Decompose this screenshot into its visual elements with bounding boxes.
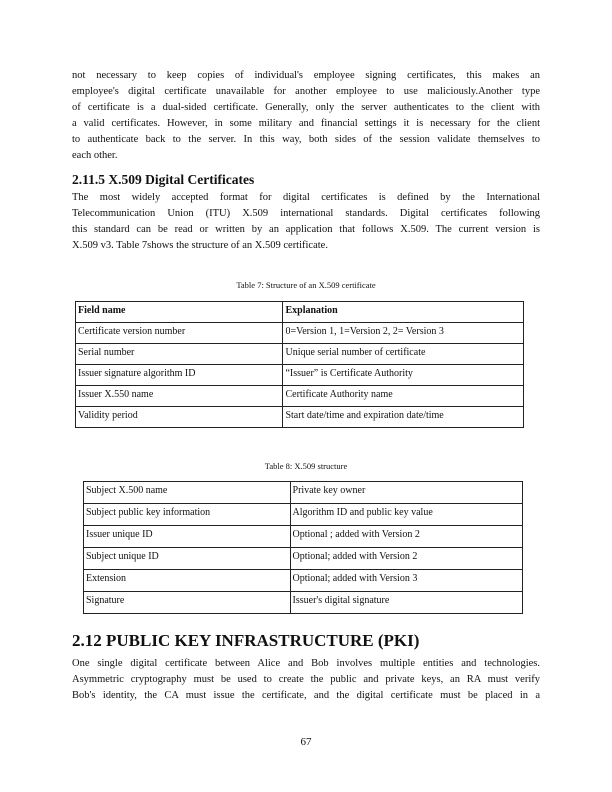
table-row — [84, 482, 523, 504]
table-row — [76, 344, 524, 365]
table-cell: Optional ; added with Version 2 — [290, 526, 522, 548]
table-cell: Issuer unique ID — [84, 526, 291, 548]
table-row — [84, 548, 523, 570]
text-line: X.509 v3. Table 7shows the structure of an X.509 certificate. — [72, 240, 328, 251]
table-cell: Subject public key information — [84, 504, 291, 526]
table-row — [76, 365, 524, 386]
intro-paragraph — [72, 68, 540, 164]
table-cell: Private key owner — [290, 482, 522, 504]
page-number: 67 — [300, 736, 312, 748]
table-cell: Start date/time and expiration date/time — [283, 407, 524, 428]
text-line: a valid certificates. However, in some military and financial settings it is necessary for the client — [72, 118, 540, 129]
text-line: Asymmetric cryptography must be used to create the public and private keys, an RA must verify — [72, 674, 540, 685]
table8 — [83, 481, 523, 614]
x509-paragraph — [72, 190, 540, 254]
table-cell: Serial number — [76, 344, 283, 365]
table-cell: Subject unique ID — [84, 548, 291, 570]
section-heading-pki: 2.12 PUBLIC KEY INFRASTRUCTURE (PKI) — [72, 631, 420, 650]
table-cell: Subject X.500 name — [84, 482, 291, 504]
table-row — [76, 407, 524, 428]
header-cell: Field name — [76, 302, 283, 323]
text-line: this standard can be read or written by an application that follows X.509. The current version is — [72, 224, 540, 235]
text-line: not necessary to keep copies of individual's employee signing certificates, this makes an — [72, 70, 540, 81]
text-line: Bob's identity, the CA must issue the certificate, and the digital certificate must be placed in a — [72, 690, 540, 701]
table-cell: Issuer's digital signature — [290, 592, 522, 614]
table-row — [84, 592, 523, 614]
table-cell: Certificate Authority name — [283, 386, 524, 407]
table-cell: 0=Version 1, 1=Version 2, 2= Version 3 — [283, 323, 524, 344]
text-line: each other. — [72, 150, 118, 161]
table-row — [76, 323, 524, 344]
table8-caption: Table 8: X.509 structure — [264, 461, 348, 471]
table-row — [84, 570, 523, 592]
text-line: to authenticate back to the server. In this way, both sides of the session validate themselves to — [72, 134, 540, 145]
table-cell: Unique serial number of certificate — [283, 344, 524, 365]
table-cell: Issuer signature algorithm ID — [76, 365, 283, 386]
table7-caption: Table 7: Structure of an X.509 certificate — [236, 280, 376, 290]
table-cell: Extension — [84, 570, 291, 592]
table-cell: Optional; added with Version 3 — [290, 570, 522, 592]
table-row — [76, 386, 524, 407]
text-line: The most widely accepted format for digital certificates is defined by the International — [72, 192, 540, 203]
text-line: Telecommunication Union (ITU) X.509 international standards. Digital certificates following — [72, 208, 540, 219]
pki-paragraph — [72, 656, 540, 704]
text-line: employee's digital certificate unavailable for another employee to use maliciously.Another type — [72, 86, 540, 97]
text-line: of certificate is a dual-sided certificate. Generally, only the server authenticates to the client with — [72, 102, 540, 113]
table-cell: Issuer X.550 name — [76, 386, 283, 407]
table-cell: Validity period — [76, 407, 283, 428]
table-header-row — [76, 302, 524, 323]
table7 — [75, 301, 524, 428]
table-row — [84, 526, 523, 548]
table-cell: Certificate version number — [76, 323, 283, 344]
table-cell: “Issuer” is Certificate Authority — [283, 365, 524, 386]
section-heading-x509: 2.11.5 X.509 Digital Certificates — [72, 172, 255, 187]
table-cell: Signature — [84, 592, 291, 614]
table-cell: Algorithm ID and public key value — [290, 504, 522, 526]
table-cell: Optional; added with Version 2 — [290, 548, 522, 570]
header-cell: Explanation — [283, 302, 524, 323]
text-line: One single digital certificate between Alice and Bob involves multiple entities and technologies. — [72, 658, 540, 669]
table-row — [84, 504, 523, 526]
